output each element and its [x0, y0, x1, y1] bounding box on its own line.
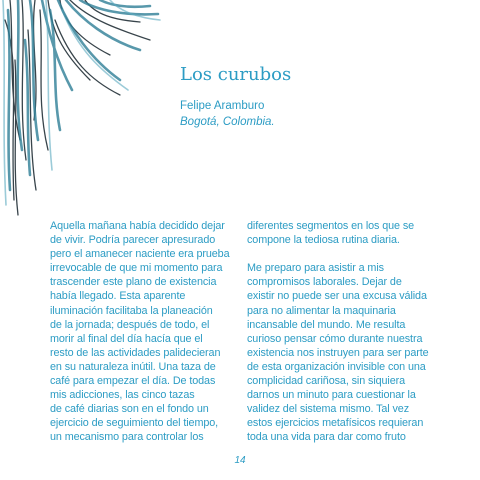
page-number: 14 — [234, 455, 246, 466]
text-line: pero el amanecer naciente era prueba — [50, 248, 230, 261]
author-name: Felipe Aramburo — [180, 100, 265, 112]
text-line: morir al final del día hacía que el — [50, 332, 203, 345]
text-line: de esta organización invisible con una — [247, 360, 426, 373]
ink-grass-icon — [0, 0, 165, 230]
text-line: complicidad cariñosa, sin siquiera — [247, 375, 406, 388]
text-line: iluminación facilitaba la planeación — [50, 304, 213, 317]
text-line: un mecanismo para controlar los — [50, 431, 204, 444]
text-line: estos ejercicios metafísicos requieran — [247, 417, 424, 430]
text-line: para no alimentar la maquinaria — [247, 304, 396, 317]
text-line: toda una vida para dar como fruto — [247, 431, 406, 444]
author-location: Bogotá, Colombia. — [180, 116, 275, 128]
text-line: de café diarias son en el fondo un — [50, 403, 209, 416]
text-line: diferentes segmentos en los que se — [247, 220, 415, 232]
text-line: compromisos laborales. Dejar de — [247, 276, 402, 289]
text-line: café para empezar el día. De todas — [50, 375, 216, 388]
paragraph — [247, 219, 442, 247]
text-line: existir no puede ser una excusa válida — [247, 290, 427, 303]
text-line: en su naturaleza inútil. Una taza de — [50, 360, 216, 373]
text-line: Aquella mañana había decidido dejar — [50, 220, 225, 232]
text-line: incansable del mundo. Me resulta — [247, 318, 406, 331]
text-line: darnos un minuto para cuestionar la — [247, 389, 416, 402]
text-line: compone la tediosa rutina diaria. — [247, 234, 400, 247]
text-line: de la jornada; después de todo, el — [50, 318, 210, 331]
text-line: existencia nos instruyen para ser parte — [247, 346, 429, 359]
text-line: Me preparo para asistir a mis — [247, 262, 384, 275]
text-line: había llegado. Esta aparente — [50, 290, 186, 303]
text-line: validez del sistema mismo. Tal vez — [247, 403, 410, 416]
text-column-right — [247, 219, 442, 445]
text-line: curioso pensar cómo durante nuestra — [247, 332, 423, 345]
text-line: trascender este plano de existencia — [50, 276, 217, 289]
story-title: Los curubos — [180, 64, 292, 85]
text-line: resto de las actividades palidecieran — [50, 346, 221, 359]
text-line: ejercicio de seguimiento del tiempo, — [50, 417, 219, 430]
text-line: de vivir. Podría parecer apresurado — [50, 234, 216, 247]
paragraph — [247, 261, 442, 444]
text-column-left — [50, 219, 245, 445]
text-line: mis adicciones, las cinco tazas — [50, 389, 195, 402]
text-line: irrevocable de que mi momento para — [50, 262, 223, 275]
paragraph — [50, 219, 245, 445]
